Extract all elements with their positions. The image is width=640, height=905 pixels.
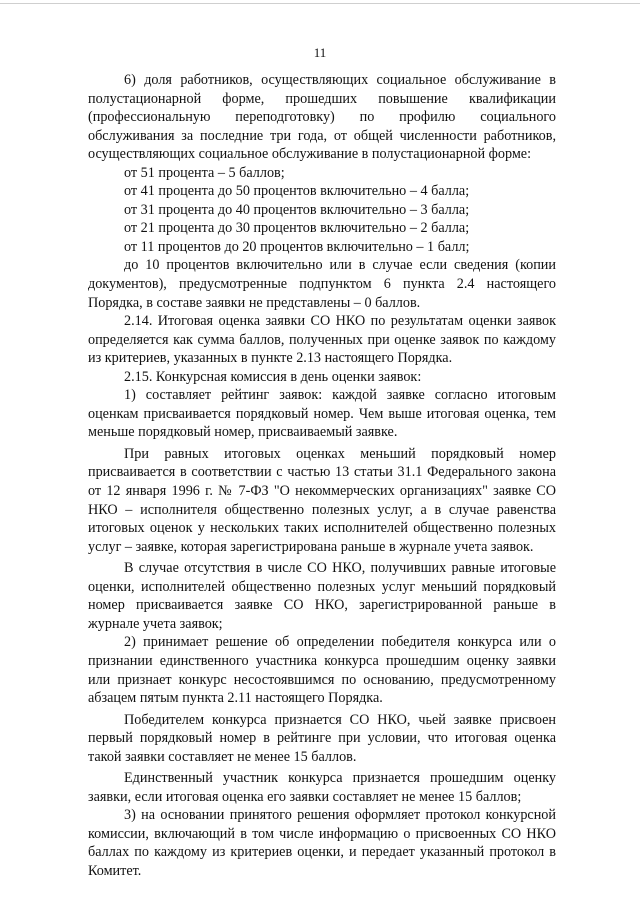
paragraph: 1) составляет рейтинг заявок: каждой заявке согласно итоговым оценкам присваивается порядковый номер. Чем выше итоговая оценка, тем меньше порядковый номер, присваиваемый заявке. <box>88 387 556 441</box>
document-body <box>88 71 556 881</box>
paragraph: 2.14. Итоговая оценка заявки СО НКО по результатам оценки заявок определяется как сумма баллов, полученных при оценке заявок по каждому из критериев, указанных в пункте 2.13 настоящего Порядка. <box>88 313 556 367</box>
paragraph: от 11 процентов до 20 процентов включительно – 1 балл; <box>124 238 470 255</box>
paragraph: 2) принимает решение об определении победителя конкурса или о признании единственного участника конкурса прошедшим оценку заявки или признает конкурс несостоявшимся по основанию, предусмотренному абзацем пятым пункта 2.11 настоящего Порядка. <box>88 634 556 707</box>
paragraph: 3) на основании принятого решения оформляет протокол конкурсной комиссии, включающий в том числе информацию о присвоенных СО НКО баллах по каждому из критериев оценки, и передает указанный протокол в Комитет. <box>88 807 556 879</box>
paragraph: В случае отсутствия в числе СО НКО, получивших равные итоговые оценки, исполнителей общественно полезных услуг меньший порядковый номер присваивается заявке СО НКО, зарегистрированной раньше в журнале учета заявок; <box>88 560 556 632</box>
page-number: 11 <box>313 45 327 60</box>
top-border-line <box>0 3 640 4</box>
paragraph: от 21 процента до 30 процентов включительно – 2 балла; <box>124 220 470 237</box>
paragraph: от 51 процента – 5 баллов; <box>124 164 285 181</box>
paragraph: Победителем конкурса признается СО НКО, чьей заявке присвоен первый порядковый номер в рейтинге при условии, что итоговая оценка такой заявки составляет не менее 15 баллов. <box>88 711 556 765</box>
paragraph: до 10 процентов включительно или в случае если сведения (копии документов), предусмотренные подпунктом 6 пункта 2.4 настоящего Порядка, в составе заявки не представлены – 0 баллов. <box>88 257 556 311</box>
paragraph: Единственный участник конкурса признается прошедшим оценку заявки, если итоговая оценка его заявки составляет не менее 15 баллов; <box>88 770 556 805</box>
paragraph: 2.15. Конкурсная комиссия в день оценки заявок: <box>124 368 422 385</box>
paragraph: 6) доля работников, осуществляющих социальное обслуживание в полустационарной форме, прошедших повышение квалификации (профессиональную переподготовку) по профилю социального обслуживания за последние три года, от общей численности работников, осуществляющих социальное обслуживание в полустационарной форме: <box>88 72 556 163</box>
paragraph: от 41 процента до 50 процентов включительно – 4 балла; <box>124 183 470 200</box>
paragraph: от 31 процента до 40 процентов включительно – 3 балла; <box>124 201 470 218</box>
paragraph: При равных итоговых оценках меньший порядковый номер присваивается в соответствии с частью 13 статьи 31.1 Федерального закона от 12 января 1996 г. № 7-ФЗ "О некоммерческих организациях" заявке СО НКО – исполнителя общественно полезных услуг, а в случае равенства итоговых оценок у нескольких таких исполнителей общественно полезных услуг – заявке, которая зарегистрирована раньше в журнале учета заявок. <box>88 445 556 555</box>
